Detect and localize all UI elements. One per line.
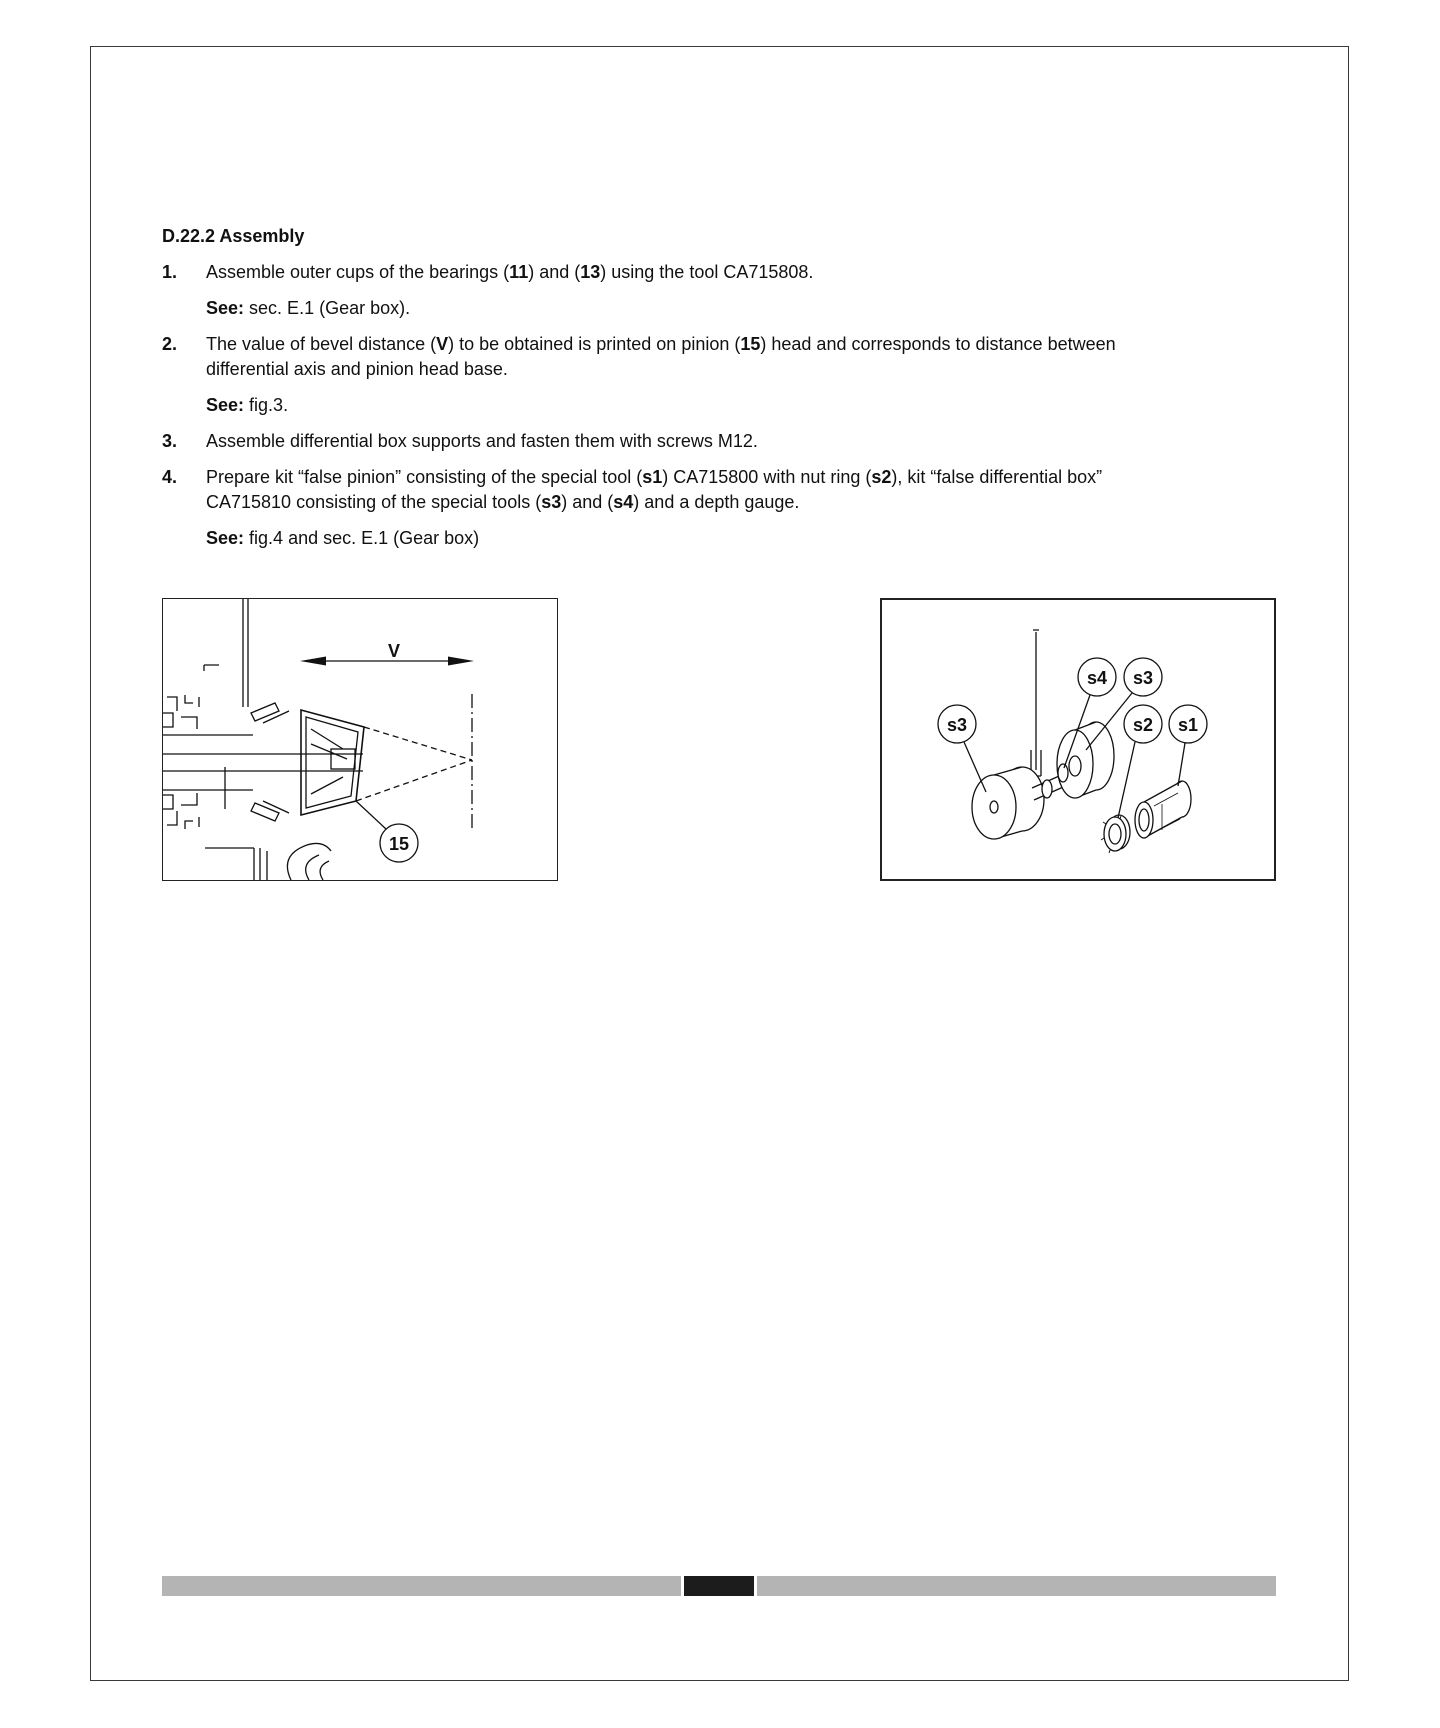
tool-ref-s1: s1 xyxy=(642,467,663,487)
see-label: See: xyxy=(206,395,245,415)
bearing-roller-top xyxy=(251,703,289,723)
see-label: See: xyxy=(206,298,245,318)
callout-label: s3 xyxy=(1132,668,1154,688)
pinion-ref: 15 xyxy=(740,334,761,354)
leader-s1 xyxy=(1178,743,1185,786)
pinion-hub xyxy=(331,749,355,769)
step-2-see-reference xyxy=(206,393,1272,418)
bevel-distance-ref: V xyxy=(436,334,449,354)
page-number-block xyxy=(684,1576,754,1596)
callout-leader xyxy=(356,801,386,829)
step-number: 2. xyxy=(162,334,178,354)
step-4-see-reference xyxy=(206,526,1272,551)
lower-housing-curve xyxy=(287,843,331,880)
step-3-line-1 xyxy=(206,429,1272,454)
callout-s3-right xyxy=(1124,658,1162,696)
step-text xyxy=(206,260,1272,285)
step-4-line-2 xyxy=(206,490,1272,515)
lower-housing xyxy=(205,848,267,880)
text-run: ) and ( xyxy=(528,262,581,282)
step-3 xyxy=(162,429,1272,454)
text-run: Assemble differential box supports and fasten them with screws M12. xyxy=(206,431,758,451)
step-1-line-1 xyxy=(206,260,1272,285)
false-differential-box-disc-left xyxy=(972,767,1044,839)
text-run: ) CA715800 with nut ring ( xyxy=(662,467,872,487)
housing-and-bearings xyxy=(163,599,472,880)
text-run: CA715810 consisting of the special tools ( xyxy=(206,492,542,512)
step-4 xyxy=(162,465,1272,515)
tool-kit-figure xyxy=(880,598,1276,881)
see-text: fig.4 and sec. E.1 (Gear box) xyxy=(249,528,480,548)
dimension-label: V xyxy=(387,641,401,661)
tool-ref-s4: s4 xyxy=(613,492,634,512)
callout-label: s3 xyxy=(946,715,968,735)
callout-label: s2 xyxy=(1132,715,1154,735)
bearing-bracket-bottom xyxy=(163,793,199,829)
callout-label: s4 xyxy=(1086,668,1108,688)
callout-s4 xyxy=(1078,658,1116,696)
see-text: sec. E.1 (Gear box). xyxy=(249,298,411,318)
housing-tick xyxy=(204,665,219,671)
step-2-line-2 xyxy=(206,357,1272,382)
tool-ref-s2: s2 xyxy=(871,467,892,487)
dimension-arrow-right xyxy=(448,657,474,666)
callout-s3-left xyxy=(938,705,976,743)
false-pinion-s1 xyxy=(1135,781,1191,838)
bearing-ref-11: 11 xyxy=(509,262,529,282)
text-run: ) to be obtained is printed on pinion ( xyxy=(448,334,741,354)
step-number: 4. xyxy=(162,467,178,487)
footer-rule-right xyxy=(757,1576,1276,1596)
bearing-roller-bottom xyxy=(251,801,289,821)
text-run: The value of bevel distance ( xyxy=(206,334,437,354)
s4-ring xyxy=(1058,764,1068,782)
text-run: differential axis and pinion head base. xyxy=(206,359,508,379)
pinion-front-face xyxy=(1135,802,1153,838)
false-differential-box-disc-right xyxy=(1057,722,1114,798)
step-number: 3. xyxy=(162,431,178,451)
dimension-v xyxy=(300,641,474,666)
tool-kit-drawing xyxy=(882,600,1274,879)
text-run: ) and ( xyxy=(561,492,614,512)
callout-s1 xyxy=(1169,705,1207,743)
pinion-teeth xyxy=(311,729,347,794)
depth-gauge-rod xyxy=(1033,630,1039,770)
step-text xyxy=(206,429,1272,454)
shaft-collar xyxy=(1042,780,1052,798)
callout-label: s1 xyxy=(1177,715,1199,735)
section-heading: D.22.2 Assembly xyxy=(162,226,305,246)
callout-15 xyxy=(356,801,418,862)
step-2-line-1 xyxy=(206,332,1272,357)
step-number: 1. xyxy=(162,262,178,282)
depth-gauge xyxy=(1031,630,1041,776)
callout-label: 15 xyxy=(388,834,410,854)
text-run: ), kit “false differential box” xyxy=(891,467,1103,487)
leader-s3-left xyxy=(964,742,986,792)
bevel-distance-drawing xyxy=(163,599,557,880)
see-text: fig.3. xyxy=(249,395,289,415)
leader-s2 xyxy=(1118,742,1135,818)
nut-ring-s2 xyxy=(1101,815,1130,853)
step-text xyxy=(206,332,1272,382)
pitch-cone-lines xyxy=(356,727,472,801)
step-2 xyxy=(162,332,1272,382)
text-run: Assemble outer cups of the bearings ( xyxy=(206,262,510,282)
bearing-ref-13: 13 xyxy=(580,262,601,282)
disc-front-face xyxy=(972,775,1016,839)
tool-ref-s3: s3 xyxy=(541,492,562,512)
callout-s2 xyxy=(1124,705,1162,743)
see-label: See: xyxy=(206,528,245,548)
bevel-distance-figure xyxy=(162,598,558,881)
footer-rule-left xyxy=(162,1576,681,1596)
step-1-see-reference xyxy=(206,296,1272,321)
text-run: ) and a depth gauge. xyxy=(633,492,800,512)
assembly-section xyxy=(162,224,1272,562)
dimension-arrow-left xyxy=(300,657,326,666)
text-run: ) head and corresponds to distance between xyxy=(760,334,1116,354)
step-text xyxy=(206,465,1272,515)
step-4-line-1 xyxy=(206,465,1272,490)
text-run: ) using the tool CA715808. xyxy=(600,262,814,282)
bearing-bracket-top xyxy=(163,695,199,729)
step-1 xyxy=(162,260,1272,285)
ring-front xyxy=(1104,817,1126,851)
text-run: Prepare kit “false pinion” consisting of the special tool ( xyxy=(206,467,643,487)
